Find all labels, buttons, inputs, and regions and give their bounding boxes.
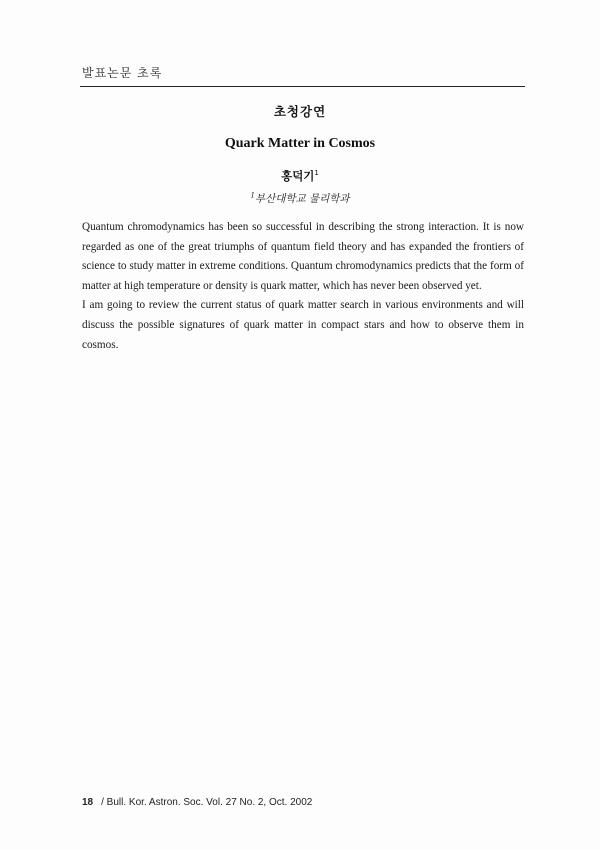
page-number: 18 (82, 797, 94, 808)
affiliation-superscript: 1 (250, 191, 255, 200)
abstract-paragraph: I am going to review the current status of quark matter search in various environments and will discuss the possible signatures of quark matter in compact stars and how to observe them in cosmos. (82, 299, 524, 351)
journal-citation: / Bull. Kor. Astron. Soc. Vol. 27 No. 2, Oct. 2002 (101, 797, 313, 808)
page-footer (82, 797, 312, 808)
author-superscript: 1 (314, 169, 319, 178)
running-head: 발표논문 초록 (82, 66, 163, 80)
author-line (0, 168, 600, 184)
author-name: 홍덕기 (281, 169, 315, 183)
affiliation-text: 부산대학교 물리학과 (254, 193, 350, 205)
paper-title: Quark Matter in Cosmos (224, 136, 376, 151)
abstract-paragraph: Quantum chromodynamics has been so successful in describing the strong interaction. It is now regarded as one of the great triumphs of quantum field theory and has expanded the frontiers of science to study matter in extreme conditions. Quantum chromodynamics predicts that the form of matter at high temperature or density is quark matter, which has never been observed yet. (82, 221, 524, 292)
section-title: 초청강연 (273, 104, 327, 119)
header-rule (80, 86, 525, 87)
abstract-body (82, 218, 524, 355)
affiliation-line (0, 191, 600, 206)
